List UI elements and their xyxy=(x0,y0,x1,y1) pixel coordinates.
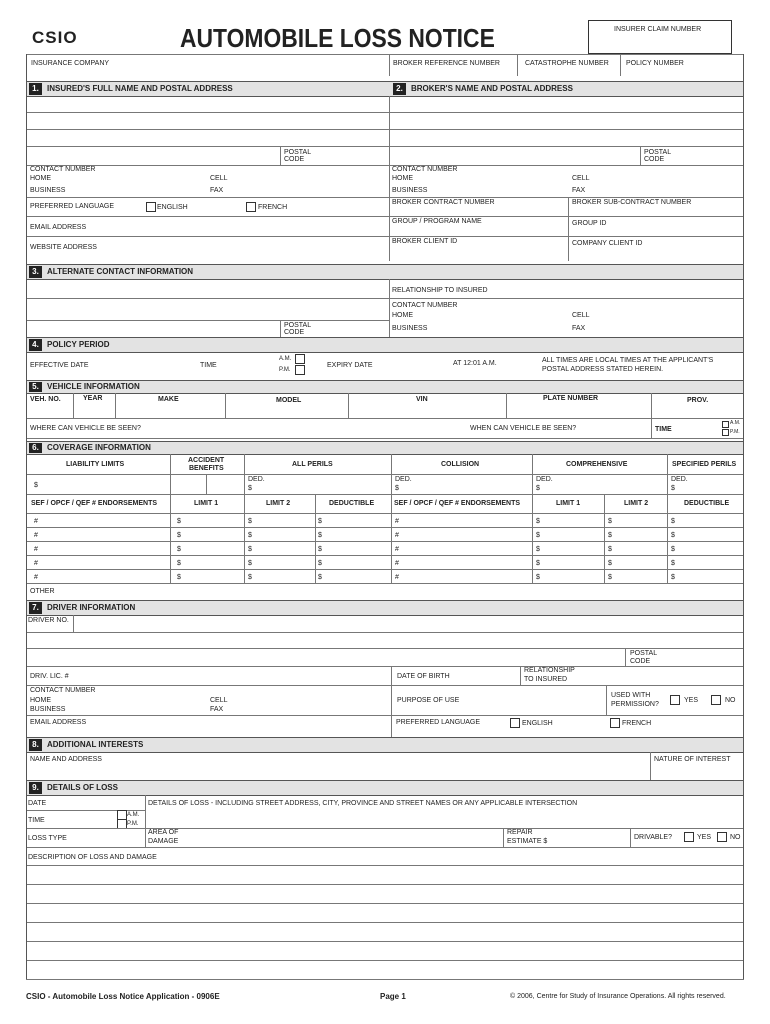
endorsements-header-left: SEF / OPCF / QEF # ENDORSEMENTS xyxy=(31,500,158,507)
s1-preferred-language-label: PREFERRED LANGUAGE xyxy=(30,203,115,210)
s7-cell-label: CELL xyxy=(210,697,228,704)
insurer-claim-number-label: INSURER CLAIM NUMBER xyxy=(614,26,702,33)
s3-fax-label: FAX xyxy=(572,325,586,332)
left-deductible-dollar-row-3: $ xyxy=(318,546,322,553)
s7-home-label: HOME xyxy=(30,697,51,704)
policy-number-label: POLICY NUMBER xyxy=(626,60,684,67)
group-program-label: GROUP / PROGRAM NAME xyxy=(392,218,482,225)
right-limit1-dollar-row-4: $ xyxy=(536,560,540,567)
s3-home-label: HOME xyxy=(392,312,413,319)
right-limit1-dollar-row-2: $ xyxy=(536,532,540,539)
section-2-title: BROKER'S NAME AND POSTAL ADDRESS xyxy=(411,84,573,93)
all-perils-ded-label: DED. xyxy=(248,476,265,483)
broker-contract-label: BROKER CONTRACT NUMBER xyxy=(392,199,495,206)
driver-no-label: DRIVER NO. xyxy=(28,617,69,624)
footer-page-number: Page 1 xyxy=(380,992,406,1001)
s2-cell-label: CELL xyxy=(572,175,590,182)
section-8-number: 8. xyxy=(29,739,42,751)
left-limit2-dollar-row-3: $ xyxy=(248,546,252,553)
left-limit1-dollar-row-2: $ xyxy=(177,532,181,539)
s1-home-label: HOME xyxy=(30,175,51,182)
accident-benefits-header-1: ACCIDENT xyxy=(188,457,225,464)
section-3-number: 3. xyxy=(29,266,42,278)
s5-time-label: TIME xyxy=(655,426,672,433)
effective-date-label: EFFECTIVE DATE xyxy=(30,362,89,369)
effective-time-label: TIME xyxy=(200,362,217,369)
description-of-loss-label: DESCRIPTION OF LOSS AND DAMAGE xyxy=(28,854,157,861)
group-id-label: GROUP ID xyxy=(572,220,607,227)
s3-business-label: BUSINESS xyxy=(392,325,428,332)
right-endorsement-hash-row-5: # xyxy=(395,574,399,581)
plate-number-header: PLATE NUMBER xyxy=(543,395,599,402)
drivable-label: DRIVABLE? xyxy=(634,834,672,841)
dob-label: DATE OF BIRTH xyxy=(397,673,450,680)
right-endorsement-hash-row-1: # xyxy=(395,518,399,525)
comprehensive-ded-label: DED. xyxy=(536,476,553,483)
section-5-title: VEHICLE INFORMATION xyxy=(47,382,140,391)
section-5-number: 5. xyxy=(29,382,42,392)
s7-email-label: EMAIL ADDRESS xyxy=(30,719,87,726)
nature-of-interest-label: NATURE OF INTEREST xyxy=(654,756,731,763)
purpose-of-use-label: PURPOSE OF USE xyxy=(397,697,460,704)
repair-estimate-label-2: ESTIMATE $ xyxy=(507,838,548,845)
s1-cell-label: CELL xyxy=(210,175,228,182)
section-4-number: 4. xyxy=(29,339,42,351)
all-perils-header: ALL PERILS xyxy=(292,461,333,468)
section-8-title: ADDITIONAL INTERESTS xyxy=(47,740,144,749)
right-deductible-dollar-row-4: $ xyxy=(671,560,675,567)
right-limit2-dollar-row-5: $ xyxy=(608,574,612,581)
section-7-number: 7. xyxy=(29,602,42,614)
left-endorsement-hash-row-1: # xyxy=(34,518,38,525)
s3-contact-number-label: CONTACT NUMBER xyxy=(392,302,458,309)
driv-lic-label: DRIV. LIC. # xyxy=(30,673,69,680)
right-limit2-dollar-row-4: $ xyxy=(608,560,612,567)
section-9-title: DETAILS OF LOSS xyxy=(47,783,118,792)
company-client-id-label: COMPANY CLIENT ID xyxy=(572,240,643,247)
right-limit1-dollar-row-5: $ xyxy=(536,574,540,581)
accident-benefits-header-2: BENEFITS xyxy=(189,465,224,472)
s7-relationship-label-1: RELATIONSHIP xyxy=(524,667,575,674)
form-outer-border xyxy=(26,54,744,979)
all-perils-dollar: $ xyxy=(248,485,252,492)
s2-code-label: CODE xyxy=(644,156,665,163)
limit1-header-right: LIMIT 1 xyxy=(556,500,581,507)
s2-contact-number-label: CONTACT NUMBER xyxy=(392,166,458,173)
drivable-no-label: NO xyxy=(730,834,741,841)
footer-form-name: CSIO - Automobile Loss Notice Application - 0906E xyxy=(26,992,220,1001)
right-limit2-dollar-row-2: $ xyxy=(608,532,612,539)
s1-email-label: EMAIL ADDRESS xyxy=(30,224,87,231)
drivable-yes-label: YES xyxy=(697,834,712,841)
specified-perils-header: SPECIFIED PERILS xyxy=(672,461,737,468)
s2-home-label: HOME xyxy=(392,175,413,182)
left-endorsement-hash-row-5: # xyxy=(34,574,38,581)
collision-header: COLLISION xyxy=(441,461,480,468)
left-deductible-dollar-row-4: $ xyxy=(318,560,322,567)
broker-client-id-label: BROKER CLIENT ID xyxy=(392,238,458,245)
collision-dollar: $ xyxy=(395,485,399,492)
local-times-note-1: ALL TIMES ARE LOCAL TIMES AT THE APPLICANT'S xyxy=(542,357,714,364)
s1-website-label: WEBSITE ADDRESS xyxy=(30,244,97,251)
loss-type-label: LOSS TYPE xyxy=(28,835,67,842)
left-deductible-dollar-row-1: $ xyxy=(318,518,322,525)
left-limit1-dollar-row-4: $ xyxy=(177,560,181,567)
right-limit1-dollar-row-3: $ xyxy=(536,546,540,553)
section-1-title: INSURED'S FULL NAME AND POSTAL ADDRESS xyxy=(47,84,233,93)
when-seen-label: WHEN CAN VEHICLE BE SEEN? xyxy=(470,425,577,432)
s3-relationship-label: RELATIONSHIP TO INSURED xyxy=(392,287,488,294)
collision-ded-label: DED. xyxy=(395,476,412,483)
left-limit1-dollar-row-3: $ xyxy=(177,546,181,553)
right-deductible-dollar-row-5: $ xyxy=(671,574,675,581)
s5-pm-label: P.M. xyxy=(730,429,740,435)
right-deductible-dollar-row-1: $ xyxy=(671,518,675,525)
right-deductible-dollar-row-3: $ xyxy=(671,546,675,553)
left-limit2-dollar-row-5: $ xyxy=(248,574,252,581)
s1-fax-label: FAX xyxy=(210,187,224,194)
right-endorsement-hash-row-2: # xyxy=(395,532,399,539)
section-1-number: 1. xyxy=(29,83,42,95)
s1-code-label: CODE xyxy=(284,156,305,163)
details-of-loss-label: DETAILS OF LOSS - INCLUDING STREET ADDRESS, CITY, PROVINCE AND STREET NAMES OR ANY APPLICABLE INTERSECTION xyxy=(148,800,578,807)
repair-estimate-label-1: REPAIR xyxy=(507,829,533,836)
make-header: MAKE xyxy=(158,396,179,403)
limit1-header-left: LIMIT 1 xyxy=(194,500,219,507)
s2-business-label: BUSINESS xyxy=(392,187,428,194)
liability-limits-header: LIABILITY LIMITS xyxy=(66,461,125,468)
left-limit2-dollar-row-1: $ xyxy=(248,518,252,525)
left-deductible-dollar-row-2: $ xyxy=(318,532,322,539)
model-header: MODEL xyxy=(276,397,302,404)
name-and-address-label: NAME AND ADDRESS xyxy=(30,756,102,763)
left-endorsement-hash-row-4: # xyxy=(34,560,38,567)
left-limit2-dollar-row-4: $ xyxy=(248,560,252,567)
specified-ded-label: DED. xyxy=(671,476,688,483)
where-seen-label: WHERE CAN VEHICLE BE SEEN? xyxy=(30,425,141,432)
section-6-number: 6. xyxy=(29,443,42,453)
footer-copyright: © 2006, Centre for Study of Insurance Operations. All rights reserved. xyxy=(510,993,726,1000)
section-7-title: DRIVER INFORMATION xyxy=(47,603,136,612)
s3-cell-label: CELL xyxy=(572,312,590,319)
left-limit1-dollar-row-5: $ xyxy=(177,574,181,581)
s4-pm-label: P.M. xyxy=(279,367,291,373)
csio-logo: CSIO xyxy=(32,28,78,47)
s1-business-label: BUSINESS xyxy=(30,187,66,194)
s4-am-label: A.M. xyxy=(279,356,292,362)
s7-relationship-label-2: TO INSURED xyxy=(524,676,568,683)
endorsements-header-right: SEF / OPCF / QEF # ENDORSEMENTS xyxy=(394,500,521,507)
at-1201-label: AT 12:01 A.M. xyxy=(453,360,497,367)
other-label: OTHER xyxy=(30,588,55,595)
section-2-number: 2. xyxy=(393,83,406,95)
left-limit1-dollar-row-1: $ xyxy=(177,518,181,525)
permission-yes-label: YES xyxy=(684,697,699,704)
vin-header: VIN xyxy=(416,396,428,403)
deductible-header-right: DEDUCTIBLE xyxy=(684,500,730,507)
right-limit2-dollar-row-3: $ xyxy=(608,546,612,553)
broker-reference-label: BROKER REFERENCE NUMBER xyxy=(393,60,500,67)
year-header: YEAR xyxy=(83,395,103,402)
s1-postal-label: POSTAL xyxy=(284,149,312,156)
s9-pm-label: P.M. xyxy=(127,821,139,827)
insurance-company-label: INSURANCE COMPANY xyxy=(31,60,110,67)
s7-code-label: CODE xyxy=(630,658,651,665)
s7-preferred-language-label: PREFERRED LANGUAGE xyxy=(396,719,481,726)
s3-postal-label: POSTAL xyxy=(284,322,312,329)
left-endorsement-hash-row-2: # xyxy=(34,532,38,539)
s1-french-label: FRENCH xyxy=(258,204,288,211)
local-times-note-2: POSTAL ADDRESS STATED HEREIN. xyxy=(542,366,664,373)
right-limit1-dollar-row-1: $ xyxy=(536,518,540,525)
area-of-damage-label-2: DAMAGE xyxy=(148,838,179,845)
loss-time-label: TIME xyxy=(28,817,45,824)
catastrophe-number-label: CATASTROPHE NUMBER xyxy=(525,60,609,67)
liability-dollar: $ xyxy=(34,482,38,489)
s9-am-label: A.M. xyxy=(127,812,140,818)
comprehensive-header: COMPREHENSIVE xyxy=(566,461,628,468)
s3-code-label: CODE xyxy=(284,329,305,336)
left-limit2-dollar-row-2: $ xyxy=(248,532,252,539)
section-6-title: COVERAGE INFORMATION xyxy=(47,443,151,452)
section-4-title: POLICY PERIOD xyxy=(47,340,110,349)
left-deductible-dollar-row-5: $ xyxy=(318,574,322,581)
prov-header: PROV. xyxy=(687,397,709,404)
right-deductible-dollar-row-2: $ xyxy=(671,532,675,539)
s1-english-label: ENGLISH xyxy=(157,204,188,211)
specified-dollar: $ xyxy=(671,485,675,492)
expiry-date-label: EXPIRY DATE xyxy=(327,362,373,369)
area-of-damage-label-1: AREA OF xyxy=(148,829,179,836)
s2-fax-label: FAX xyxy=(572,187,586,194)
loss-date-label: DATE xyxy=(28,800,47,807)
s1-contact-number-label: CONTACT NUMBER xyxy=(30,166,96,173)
limit2-header-left: LIMIT 2 xyxy=(266,500,291,507)
section-3-title: ALTERNATE CONTACT INFORMATION xyxy=(47,267,194,276)
s7-english-label: ENGLISH xyxy=(522,720,553,727)
deductible-header-left: DEDUCTIBLE xyxy=(329,500,375,507)
limit2-header-right: LIMIT 2 xyxy=(624,500,649,507)
section-9-number: 9. xyxy=(29,782,42,794)
broker-subcontract-label: BROKER SUB-CONTRACT NUMBER xyxy=(572,199,692,206)
right-endorsement-hash-row-3: # xyxy=(395,546,399,553)
left-endorsement-hash-row-3: # xyxy=(34,546,38,553)
s2-postal-label: POSTAL xyxy=(644,149,672,156)
form-title: AUTOMOBILE LOSS NOTICE xyxy=(180,23,495,53)
right-endorsement-hash-row-4: # xyxy=(395,560,399,567)
permission-no-label: NO xyxy=(725,697,736,704)
s7-business-label: BUSINESS xyxy=(30,706,66,713)
veh-no-header: VEH. NO. xyxy=(30,396,61,403)
s5-am-label: A.M. xyxy=(730,420,741,426)
used-with-label-1: USED WITH xyxy=(611,692,651,699)
comprehensive-dollar: $ xyxy=(536,485,540,492)
s7-postal-label: POSTAL xyxy=(630,650,658,657)
s7-fax-label: FAX xyxy=(210,706,224,713)
s7-french-label: FRENCH xyxy=(622,720,652,727)
used-with-label-2: PERMISSION? xyxy=(611,701,659,708)
s7-contact-number-label: CONTACT NUMBER xyxy=(30,687,96,694)
right-limit2-dollar-row-1: $ xyxy=(608,518,612,525)
